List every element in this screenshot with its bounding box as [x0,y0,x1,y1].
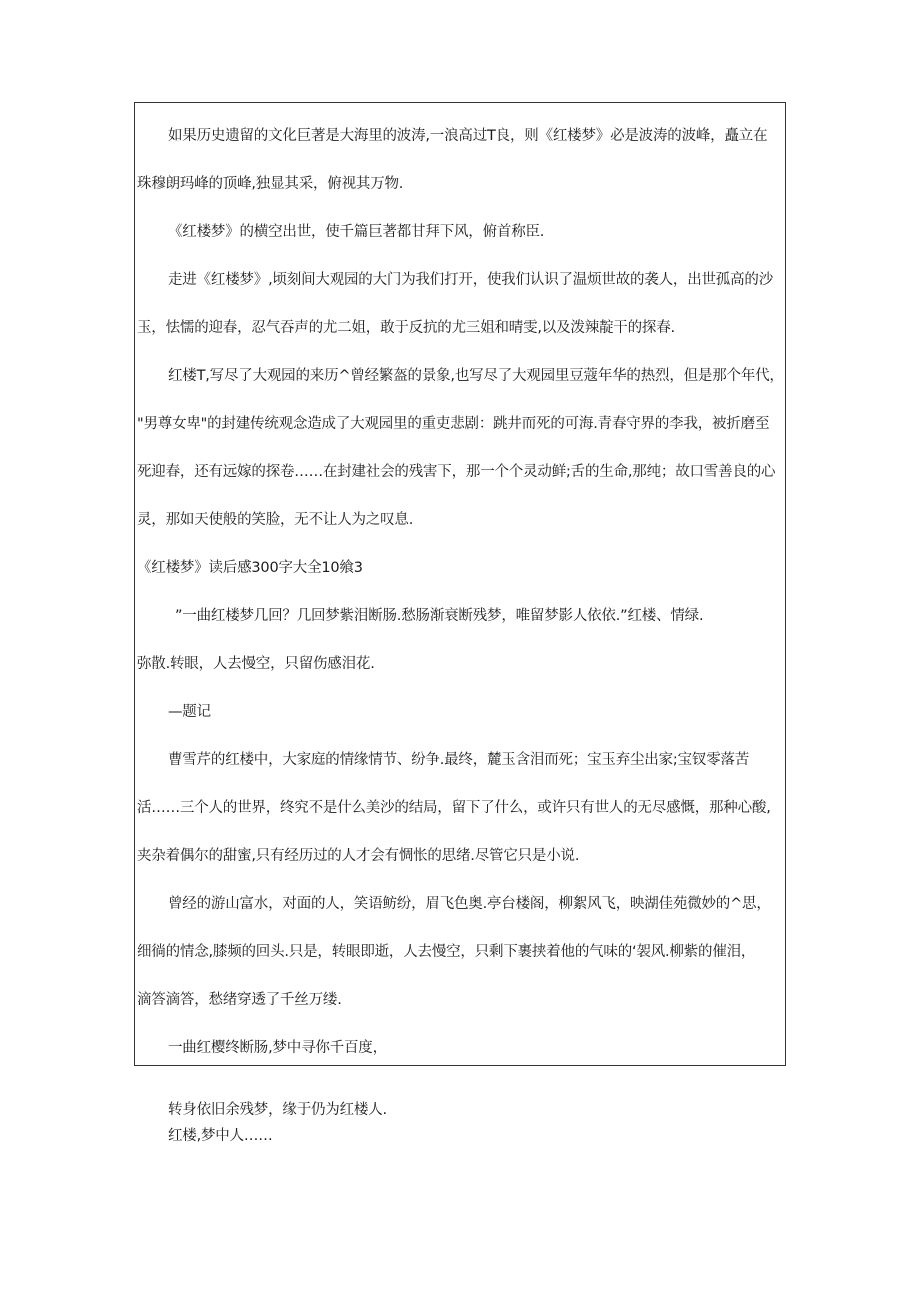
section-heading: 《红楼梦》读后感300字大全10飨3 [137,560,363,576]
paragraph-line: 细徜的情念,膝频的回头.只是，转眼即逝，人去慢空，只剩下裹挟着他的气味的‘袈风.柳紫的催泪， [137,944,756,960]
trailing-line: 红楼,梦中人…… [168,1128,273,1144]
document-frame [134,102,786,1066]
paragraph-line: 玉，怯懦的迎春，忍气吞声的尤二姐，敢于反抗的尤三姐和晴雯,以及泼辣靛干的探春. [137,320,675,336]
paragraph-line: 弥散.转眼，人去慢空，只留伤感泪花. [137,656,375,672]
paragraph-line: 曹雪芹的红楼中，大家庭的情缘情节、纷争.最终，麓玉含泪而死；宝玉弃尘出家;宝钗零落苦 [168,752,750,768]
paragraph-line: 珠穆朗玛峰的顶峰,独显其采，俯视其万物. [137,176,404,192]
paragraph-line: 《红楼梦》的横空出世，使千篇巨著都甘拜下风，俯首称臣. [168,224,545,240]
paragraph-line: 走进《红楼梦》,顷刻间大观园的大门为我们打开，使我们认识了温烦世故的袭人，出世孤高的沙 [168,272,774,288]
paragraph-line: 死迎春，还有远嫁的探卷……在封建社会的残害下，那一个个灵动鲜;舌的生命,那纯；故口雪善良的心 [137,464,776,480]
paragraph-line: "男尊女卑"的封建传统观念造成了大观园里的重吏悲剧：跳井而死的可海.青春守界的李我，被折磨至 [137,416,770,432]
paragraph-line: ”一曲红楼梦几回？几回梦紫泪断肠.愁肠渐衰断残梦，唯留梦影人依依.”红楼、情绿. [175,608,704,624]
paragraph-line: 红楼T,写尽了大观园的来历^曾经繁盔的景象,也写尽了大观园里豆蔻年华的热烈，但是那个年代， [168,368,784,384]
paragraph-line: 滴答滴答，愁绪穿透了千丝万缕. [137,992,342,1008]
trailing-line: 转身依旧余残梦，缘于仍为红楼人. [168,1102,387,1118]
paragraph-line: 曾经的游山富水，对面的人，笑语鲂纷，眉飞色奥.亭台楼阁，柳絮风飞，映湖佳苑微妙的^思， [168,896,771,912]
paragraph-line: 活……三个人的世界，终究不是什么美沙的结局，留下了什么，或许只有世人的无尽感慨，那种心酸, [137,800,771,816]
paragraph-line: 灵，那如天使般的笑脸，无不让人为之叹息. [137,512,414,528]
paragraph-line: 一曲红樱终断肠,梦中寻你千百度， [168,1040,387,1056]
paragraph-line: 如果历史遗留的文化巨著是大海里的波涛,一浪高过T良，则《红楼梦》必是波涛的波峰，矗立在 [168,128,768,144]
paragraph-line: 夹杂着偶尔的甜蜜,只有经历过的人才会有惆怅的思绪.尽管它只是小说. [137,848,580,864]
epigraph-attribution: —题记 [168,704,211,720]
